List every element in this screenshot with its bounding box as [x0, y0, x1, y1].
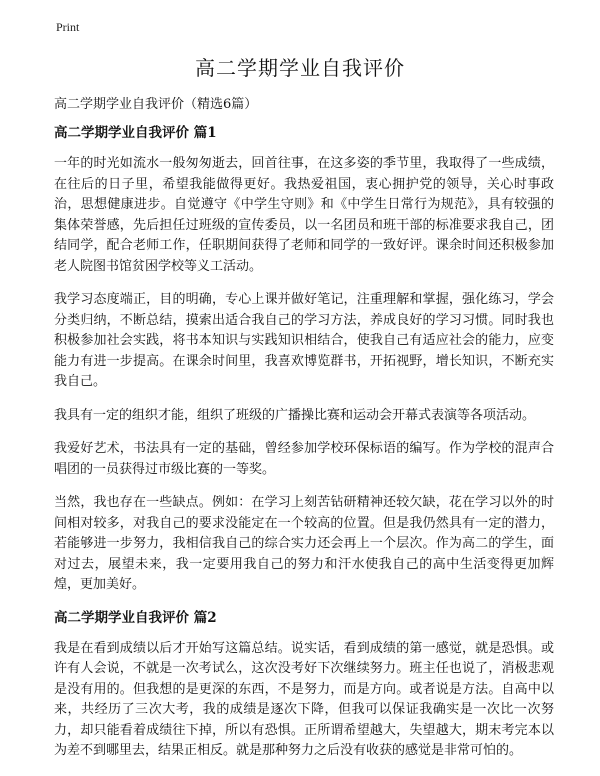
section-1-paragraph-5: 当然，我也存在一些缺点。例如：在学习上刻苦钻研精神还较欠缺，花在学习以外的时间相对较多，对我自己的要求没能定在一个较高的位置。但是我仍然具有一定的潜力，若能够进一步努力，我相信我自己的综合实力还会再上一个层次。作为高二的学生，面对过去，展望未来，我一定要用我自己的努力和汗水使我自己的高中生活变得更加辉煌，更加美好。: [54, 495, 554, 592]
print-link[interactable]: Print: [56, 20, 80, 34]
section-2-paragraph-1: 我是在看到成绩以后才开始写这篇总结。说实话，看到成绩的第一感觉，就是恐惧。或许有人会说，不就是一次考试么，这次没考好下次继续努力。班主任也说了，消极悲观是没有用的。但我想的是更深的东西，不是努力，而是方向。或者说是方法。自高中以来，共经历了三次大考，我的成绩是逐次下降，但我可以保证我确实是一次比一次努力，却只能看着成绩往下掉，所以有恐惧。正所谓希望越大，失望越大，期末考完本以为差不到哪里去，结果正相反。就是那种努力之后没有收获的感觉是非常可怕的。: [54, 640, 554, 758]
section-1-paragraph-4: 我爱好艺术，书法具有一定的基础，曾经参加学校环保标语的编写。作为学校的混声合唱团的一员获得过市级比赛的一等奖。: [54, 441, 554, 477]
section-heading-2: 高二学期学业自我评价 篇2: [54, 609, 217, 626]
document-subtitle: 高二学期学业自我评价（精选6篇）: [54, 97, 258, 112]
section-heading-1: 高二学期学业自我评价 篇1: [54, 125, 217, 141]
section-1-paragraph-3: 我具有一定的组织才能，组织了班级的广播操比赛和运动会开幕式表演等各项活动。: [54, 407, 536, 423]
section-1-paragraph-1: 一年的时光如流水一般匆匆逝去，回首往事，在这多姿的季节里，我取得了一些成绩，在往后的日子里，希望我能做得更好。我热爱祖国，衷心拥护党的领导，关心时事政治，思想健康进步。自觉遵守《中学生守则》和《中学生日常行为规范》，具有较强的集体荣誉感，先后担任过班级的宣传委员，以一名团员和班干部的标准要求我自己，团结同学，配合老师工作，任职期间获得了老师和同学的一致好评。课余时间还积极参加老人院图书馆贫困学校等义工活动。: [54, 156, 554, 274]
section-1-paragraph-2: 我学习态度端正，目的明确，专心上课并做好笔记，注重理解和掌握，强化练习，学会分类归纳，不断总结，摸索出适合我自己的学习方法，养成良好的学习习惯。同时我也积极参加社会实践，将书本知识与实践知识相结合，使我自己有适应社会的能力，应变能力有进一步提高。在课余时间里，我喜欢博览群书，开拓视野，增长知识，不断充实我自己。: [54, 292, 554, 389]
document-body: [54, 124, 554, 775]
page-title: 高二学期学业自我评价: [195, 56, 405, 80]
